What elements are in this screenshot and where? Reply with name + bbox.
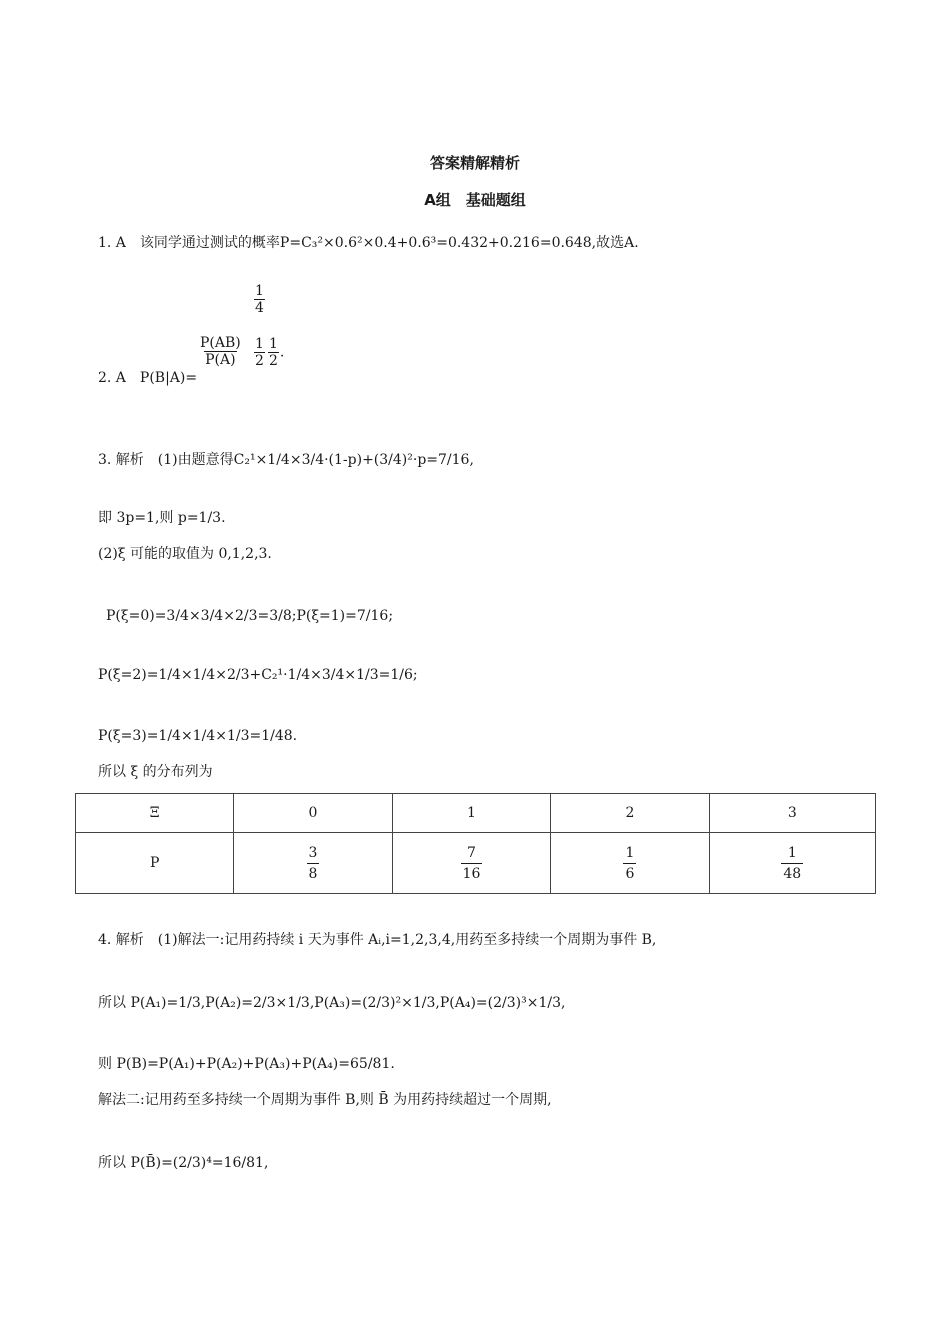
- answer-3-p3: P(ξ=3)=1/4×1/4×1/3=1/48.: [98, 728, 298, 744]
- answer-3-line1: 3. 解析 (1)由题意得C₂¹×1/4×3/4·(1-p)+(3/4)²·p=7/16,: [98, 452, 474, 468]
- table-row: [76, 833, 876, 894]
- answer-2-result: $\frac{1}{2}$ .: [269, 336, 285, 369]
- table-cell: $\frac{7}{16}$: [392, 833, 551, 894]
- table-cell: Ξ: [76, 794, 234, 833]
- table-cell: $\frac{1}{6}$: [551, 833, 709, 894]
- table-cell: $\frac{3}{8}$: [234, 833, 392, 894]
- answer-3-line2: 即 3p=1,则 p=1/3.: [98, 510, 226, 526]
- table-cell: 1: [392, 794, 551, 833]
- answer-3-dist-intro: 所以 ξ 的分布列为: [98, 764, 213, 780]
- answer-1: 1. A 该同学通过测试的概率P=C₃²×0.6²×0.4+0.6³=0.432+0.216=0.648,故选A.: [98, 235, 639, 251]
- answer-3-p0: P(ξ=0)=3/4×3/4×2/3=3/8;P(ξ=1)=7/16;: [106, 608, 394, 624]
- answer-3-p2: P(ξ=2)=1/4×1/4×2/3+C₂¹·1/4×3/4×1/3=1/6;: [98, 667, 418, 683]
- answer-2-prefix: 2. A P(B|A)=: [98, 370, 198, 386]
- distribution-table: [75, 793, 876, 894]
- answer-4-line4: 解法二:记用药至多持续一个周期为事件 B,则 B̄ 为用药持续超过一个周期,: [98, 1092, 552, 1108]
- answer-4-line3: 则 P(B)=P(A₁)+P(A₂)+P(A₃)+P(A₄)=65/81.: [98, 1056, 395, 1072]
- table-row-label: P: [76, 833, 234, 894]
- table-cell: $\frac{1}{48}$: [709, 833, 875, 894]
- section-subtitle: A组 基础题组: [424, 191, 526, 209]
- answer-4-line1: 4. 解析 (1)解法一:记用药持续 i 天为事件 Aᵢ,i=1,2,3,4,用药至多持续一个周期为事件 B,: [98, 932, 657, 948]
- page-title: 答案精解精析: [429, 154, 520, 172]
- answer-3-line3: (2)ξ 可能的取值为 0,1,2,3.: [98, 546, 272, 562]
- table-cell: 3: [709, 794, 875, 833]
- answer-4-line2: 所以 P(A₁)=1/3,P(A₂)=2/3×1/3,P(A₃)=(2/3)²×1/3,P(A₄)=(2/3)³×1/3,: [98, 995, 566, 1011]
- answer-4-line5: 所以 P(B̄)=(2/3)⁴=16/81,: [98, 1155, 269, 1171]
- answer-2-top-fraction: $\frac{1}{4}$: [255, 283, 264, 316]
- table-cell: 0: [234, 794, 392, 833]
- answer-2-fraction: $\frac{P(AB)}{P(A)}$: [200, 335, 241, 368]
- table-header-row: [76, 794, 876, 833]
- table-cell: 2: [551, 794, 709, 833]
- answer-2-mid-fraction: $\frac{1}{2}$: [255, 336, 264, 369]
